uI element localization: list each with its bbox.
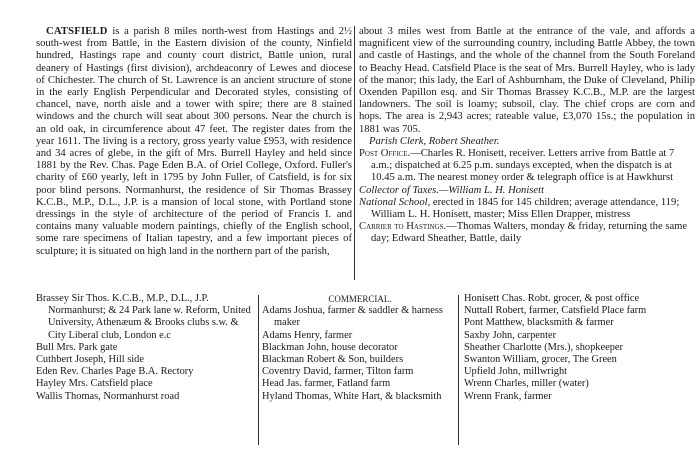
collector-of-taxes: Collector of Taxes.—William L. H. Honisett [359, 184, 545, 196]
list-item: Adams Joshua, farmer & saddler & harness maker [262, 305, 443, 329]
carrier-text: —Thomas Walters, monday & friday, returning the same day; Edward Sheather, Battle, daily [371, 221, 688, 245]
parish-clerk: Parish Clerk, Robert Sheather. [369, 135, 500, 147]
list-item: Head Jas. farmer, Fatland farm [262, 378, 391, 390]
column-divider [258, 295, 259, 445]
post-office-text: —Charles R. Honisett, receiver. Letters arrive from Battle at 7 a.m.; dispatched at 6.25 p.m. sundays excepted, when the dispatch is at 10.45 a.m. The nearest money order & telegraph office is at Hawkhurst [371, 148, 675, 184]
list-item: Bull Mrs. Park gate [36, 341, 118, 353]
list-item: Honisett Chas. Robt. grocer, & post office [464, 293, 640, 304]
list-item: Blackman Robert & Son, builders [262, 354, 404, 366]
list-item: Hyland Thomas, White Hart, & blacksmith [262, 390, 442, 402]
description-text-right: about 3 miles west from Battle at the entrance of the vale, and affords a magnificent view of the surrounding country, including Battle Abbey, the town and castle of Hastings, and the whole of the channel from the South Foreland to Beachy Head. Catsfield Place is the seat of Mrs. Burrell Hayley, who is lady of the manor; this lady, the Earl of Ashburnham, the Duke of Cleveland, Philip Oxenden Papillon esq. and Sir Thomas Brassey K.C.B., M.P. are the largest landowners. The soil is loamy; subsoil, clay. The chief crops are corn and hops. The area is 2,943 acres; rateable value, £3,070 15s.; the population in 1881 was 705. [359, 26, 695, 135]
list-item: Wrenn Charles, miller (water) [464, 378, 589, 390]
list-item: Swanton William, grocer, The Green [464, 354, 617, 366]
commercial-column-a [262, 293, 458, 403]
commercial-column-b [464, 293, 698, 403]
list-item: Pont Matthew, blacksmith & farmer [464, 317, 614, 329]
school-entry [359, 197, 695, 221]
private-residents-column [36, 293, 258, 403]
list-item: Sheather Charlotte (Mrs.), shopkeeper [464, 341, 623, 353]
list-item: Eden Rev. Charles Page B.A. Rectory [36, 366, 194, 378]
column-divider [354, 26, 355, 280]
list-item: Coventry David, farmer, Tilton farm [262, 366, 414, 378]
description-text-left: is a parish 8 miles north-west from Hastings and 2½ south-west from Battle, in the Eastern division of the county, Ninfield hundred, Hastings rape and county court district, Battle union, rural deanery of Hastings (first division), archdeaconry of Lewes and diocese of Chichester. The church of St. Lawrence is an ancient structure of stone in the early English Perpendicular and Decorated styles, consisting of chancel, nave, north aisle and a tower with spire; there are 8 stained windows and the church will seat about 300 persons. Near the church is an old oak, in circumference about 47 feet. The register dates from the year 1611. The living is a rectory, gross yearly value £953, with residence and 34 acres of glebe, in the gift of Mrs. Burrell Hayley and held since 1881 by the Rev. Chas. Page Eden B.A. of Oriel College, Oxford. Fuller's charity of £60 yearly, left in 1795 by John Fuller, of Catsfield, is for six poor blind persons. Normanhurst, the residence of Sir Thomas Brassey K.C.B., M.P., D.L., J.P. is a mansion of local stone, with Portland stone dressings in the style of architecture of the period of Francis I. and contains many valuable modern paintings, chiefly of the English school, some rare specimens of Italian tapestry, and a few important pieces of sculpture; it is situated on high land in the northern part of the parish, [36, 26, 352, 257]
school-text: erected in 1845 for 145 children; average attendance, 119; William L. H. Honisett, master; Miss Ellen Drapper, mistress [371, 196, 680, 221]
list-item: Blackman John, house decorator [262, 341, 398, 353]
commercial-heading: COMMERCIAL. [328, 294, 392, 304]
post-office-entry [359, 148, 695, 185]
place-name-heading: CATSFIELD [46, 26, 108, 37]
school-label: National School, [359, 196, 431, 208]
list-item: Nuttall Robert, farmer, Catsfield Place farm [464, 305, 647, 317]
catsfield-description-continued [359, 26, 695, 246]
list-item: Cuthbert Joseph, Hill side [36, 354, 144, 366]
carrier-entry [359, 221, 695, 245]
list-item: Saxby John, carpenter [464, 329, 557, 341]
list-item: Brassey Sir Thos. K.C.B., M.P., D.L., J.P. Normanhurst; & 24 Park lane w. Reform, United University, Athenæum & Brooks clubs s.w. & City Liberal club, London e.c [36, 293, 251, 341]
column-divider [458, 295, 459, 445]
catsfield-description [36, 26, 352, 258]
list-item: Wallis Thomas, Normanhurst road [36, 390, 180, 402]
carrier-label: Carrier to Hastings. [359, 221, 447, 233]
list-item: Wrenn Frank, farmer [464, 390, 552, 402]
list-item: Hayley Mrs. Catsfield place [36, 378, 153, 390]
list-item: Upfield John, millwright [464, 366, 568, 378]
list-item: Adams Henry, farmer [262, 329, 353, 341]
post-office-label: Post Office. [359, 148, 411, 160]
